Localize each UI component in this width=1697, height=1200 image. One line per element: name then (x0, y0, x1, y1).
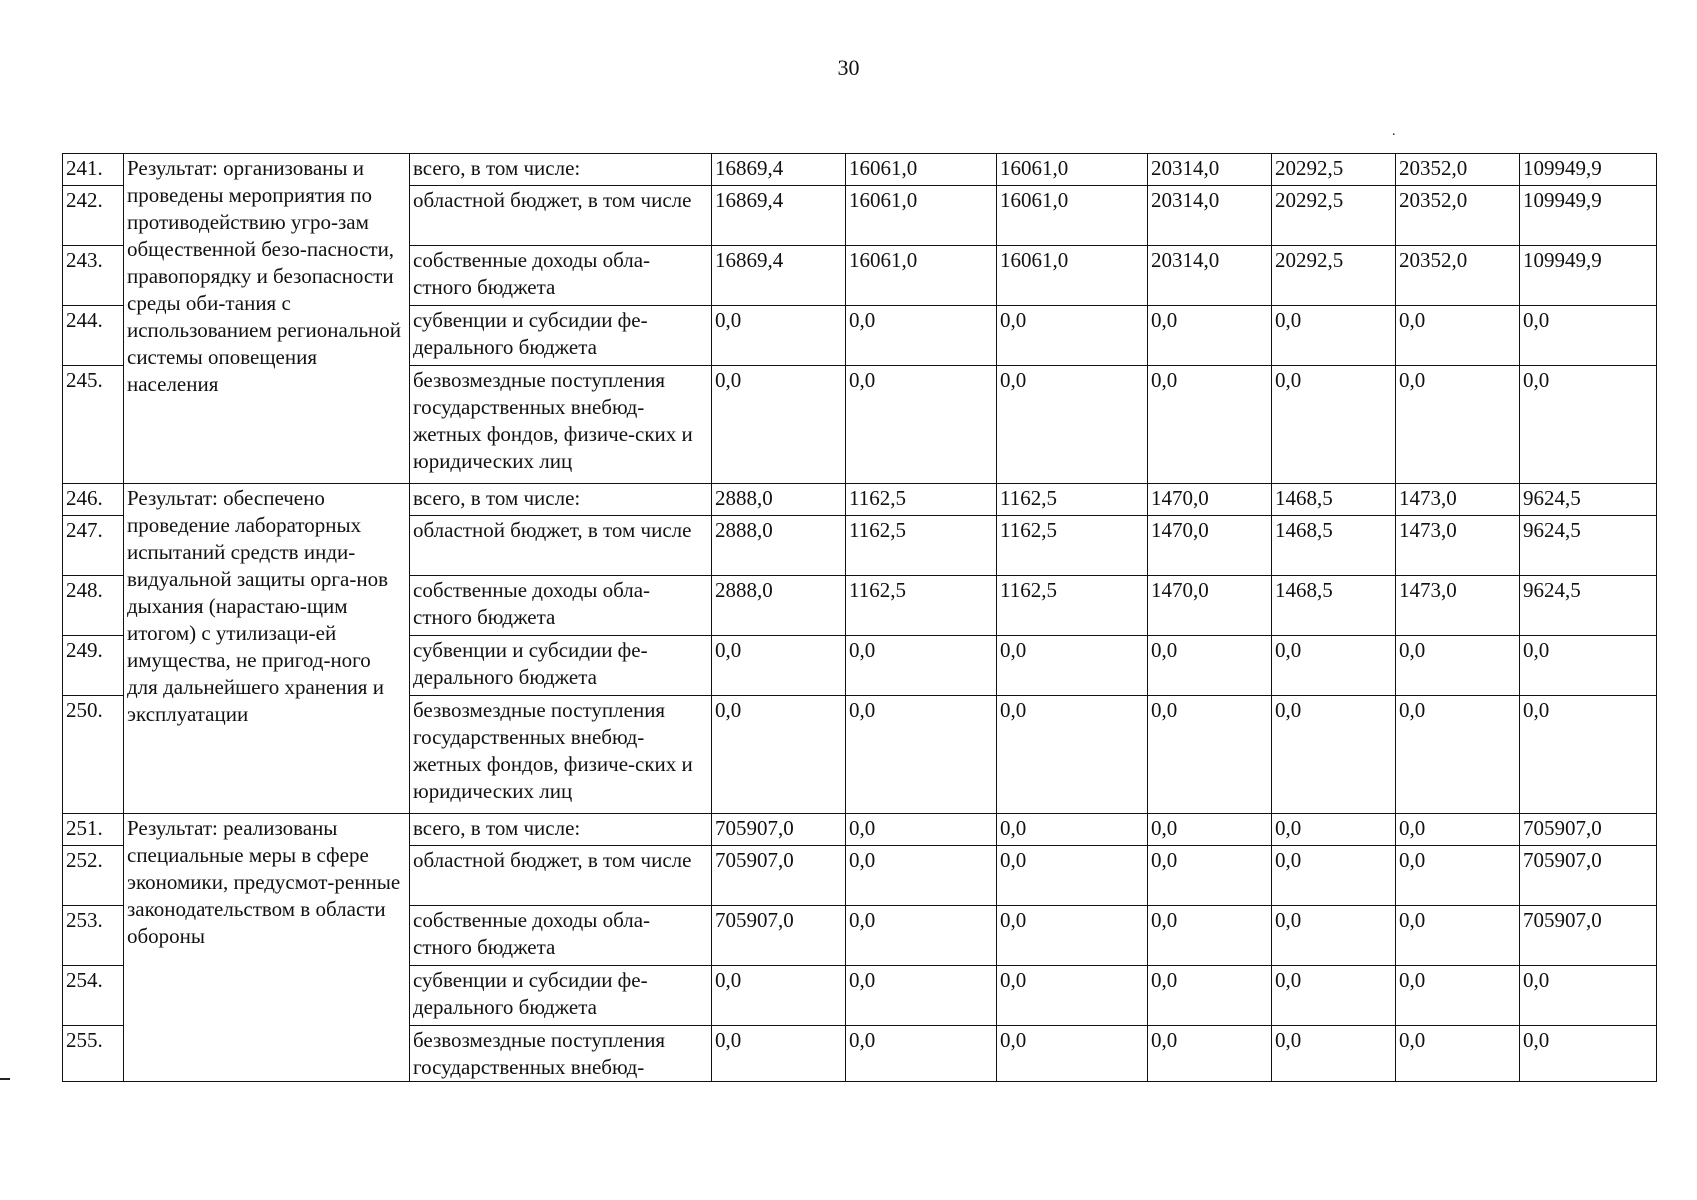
year-value-cell: 705907,0 (712, 814, 846, 846)
year-value-cell: 16061,0 (997, 186, 1148, 246)
row-number: 245. (63, 366, 124, 484)
year-value-cell: 0,0 (1148, 814, 1272, 846)
row-number: 241. (63, 154, 124, 186)
total-value-cell: 9624,5 (1520, 516, 1657, 576)
year-value-cell: 0,0 (1148, 696, 1272, 814)
year-value-cell: 0,0 (846, 366, 997, 484)
year-value-cell: 1468,5 (1272, 576, 1396, 636)
year-value-cell: 16061,0 (997, 246, 1148, 306)
year-value-cell: 0,0 (997, 966, 1148, 1026)
row-number: 249. (63, 636, 124, 696)
year-value-cell: 705907,0 (712, 906, 846, 966)
year-value-cell: 0,0 (1272, 696, 1396, 814)
year-value-cell: 705907,0 (712, 846, 846, 906)
funding-source: всего, в том числе: (410, 484, 712, 516)
total-value-cell: 0,0 (1520, 696, 1657, 814)
year-value-cell: 0,0 (1272, 966, 1396, 1026)
year-value-cell: 0,0 (997, 906, 1148, 966)
funding-source: всего, в том числе: (410, 814, 712, 846)
row-number: 253. (63, 906, 124, 966)
year-value-cell: 20352,0 (1396, 246, 1520, 306)
funding-source: областной бюджет, в том числе (410, 186, 712, 246)
year-value-cell: 0,0 (997, 696, 1148, 814)
year-value-cell: 0,0 (997, 846, 1148, 906)
year-value-cell: 0,0 (846, 306, 997, 366)
funding-source: собственные доходы обла-стного бюджета (410, 906, 712, 966)
year-value-cell: 0,0 (712, 366, 846, 484)
funding-source: собственные доходы обла-стного бюджета (410, 576, 712, 636)
year-value-cell: 0,0 (1272, 906, 1396, 966)
year-value-cell: 2888,0 (712, 484, 846, 516)
year-value-cell: 20292,5 (1272, 154, 1396, 186)
year-value-cell: 0,0 (846, 1026, 997, 1082)
year-value-cell: 1470,0 (1148, 516, 1272, 576)
year-value-cell: 16869,4 (712, 246, 846, 306)
table-row (63, 814, 1657, 846)
year-value-cell: 0,0 (846, 696, 997, 814)
year-value-cell: 20314,0 (1148, 186, 1272, 246)
result-description: Результат: реализованы специальные меры в сфере экономики, предусмот-ренные законодательством в области обороны (124, 814, 410, 1082)
year-value-cell: 1473,0 (1396, 576, 1520, 636)
year-value-cell: 0,0 (1148, 1026, 1272, 1082)
funding-source: собственные доходы обла-стного бюджета (410, 246, 712, 306)
total-value-cell: 705907,0 (1520, 846, 1657, 906)
year-value-cell: 0,0 (997, 306, 1148, 366)
year-value-cell: 0,0 (997, 636, 1148, 696)
table-body (63, 154, 1657, 1082)
year-value-cell: 0,0 (846, 636, 997, 696)
funding-source: субвенции и субсидии фе-дерального бюджета (410, 966, 712, 1026)
total-value-cell: 0,0 (1520, 306, 1657, 366)
funding-source: безвозмездные поступления государственных внебюд-жетных фондов, физиче-ских и юридических лиц (410, 696, 712, 814)
row-number: 243. (63, 246, 124, 306)
year-value-cell: 0,0 (1396, 966, 1520, 1026)
year-value-cell: 0,0 (997, 1026, 1148, 1082)
year-value-cell: 2888,0 (712, 516, 846, 576)
year-value-cell: 0,0 (712, 636, 846, 696)
year-value-cell: 0,0 (1396, 1026, 1520, 1082)
year-value-cell: 0,0 (846, 906, 997, 966)
year-value-cell: 0,0 (1272, 1026, 1396, 1082)
row-number: 255. (63, 1026, 124, 1082)
year-value-cell: 0,0 (1272, 366, 1396, 484)
year-value-cell: 16869,4 (712, 186, 846, 246)
table-row (63, 484, 1657, 516)
page-number: 30 (837, 55, 860, 80)
year-value-cell: 0,0 (1148, 846, 1272, 906)
row-number: 246. (63, 484, 124, 516)
year-value-cell: 1162,5 (997, 516, 1148, 576)
year-value-cell: 0,0 (1272, 846, 1396, 906)
row-number: 244. (63, 306, 124, 366)
year-value-cell: 2888,0 (712, 576, 846, 636)
total-value-cell: 109949,9 (1520, 246, 1657, 306)
row-number: 242. (63, 186, 124, 246)
year-value-cell: 0,0 (712, 966, 846, 1026)
year-value-cell: 0,0 (712, 696, 846, 814)
year-value-cell: 1473,0 (1396, 516, 1520, 576)
year-value-cell: 20314,0 (1148, 246, 1272, 306)
year-value-cell: 0,0 (1148, 636, 1272, 696)
total-value-cell: 9624,5 (1520, 576, 1657, 636)
year-value-cell: 0,0 (1148, 966, 1272, 1026)
year-value-cell: 0,0 (1148, 306, 1272, 366)
total-value-cell: 0,0 (1520, 366, 1657, 484)
total-value-cell: 0,0 (1520, 636, 1657, 696)
year-value-cell: 20292,5 (1272, 246, 1396, 306)
year-value-cell: 0,0 (1272, 636, 1396, 696)
year-value-cell: 16869,4 (712, 154, 846, 186)
year-value-cell: 16061,0 (846, 186, 997, 246)
budget-table (62, 153, 1657, 1082)
year-value-cell: 0,0 (712, 306, 846, 366)
year-value-cell: 0,0 (1272, 814, 1396, 846)
total-value-cell: 0,0 (1520, 966, 1657, 1026)
year-value-cell: 1162,5 (846, 484, 997, 516)
funding-source: безвозмездные поступления государственных внебюд- (410, 1026, 712, 1082)
year-value-cell: 20292,5 (1272, 186, 1396, 246)
year-value-cell: 16061,0 (846, 246, 997, 306)
result-description: Результат: обеспечено проведение лабораторных испытаний средств инди-видуальной защиты орга-нов дыхания (нарастаю-щим итогом) с утилизаци-ей имущества, не пригод-ного для дальнейшего хранения и эксплуатации (124, 484, 410, 814)
year-value-cell: 0,0 (1396, 846, 1520, 906)
funding-source: безвозмездные поступления государственных внебюд-жетных фондов, физиче-ских и юридических лиц (410, 366, 712, 484)
year-value-cell: 1162,5 (997, 484, 1148, 516)
total-value-cell: 9624,5 (1520, 484, 1657, 516)
year-value-cell: 0,0 (1148, 366, 1272, 484)
year-value-cell: 0,0 (1396, 814, 1520, 846)
year-value-cell: 1468,5 (1272, 516, 1396, 576)
scan-artifact-dash (0, 1078, 10, 1080)
year-value-cell: 1162,5 (846, 576, 997, 636)
year-value-cell: 0,0 (1396, 696, 1520, 814)
year-value-cell: 20352,0 (1396, 186, 1520, 246)
year-value-cell: 1470,0 (1148, 484, 1272, 516)
funding-source: областной бюджет, в том числе (410, 846, 712, 906)
year-value-cell: 1162,5 (997, 576, 1148, 636)
year-value-cell: 0,0 (1396, 306, 1520, 366)
year-value-cell: 0,0 (997, 366, 1148, 484)
year-value-cell: 20352,0 (1396, 154, 1520, 186)
year-value-cell: 16061,0 (997, 154, 1148, 186)
funding-source: субвенции и субсидии фе-дерального бюджета (410, 636, 712, 696)
row-number: 250. (63, 696, 124, 814)
year-value-cell: 0,0 (1396, 906, 1520, 966)
row-number: 252. (63, 846, 124, 906)
row-number: 251. (63, 814, 124, 846)
year-value-cell: 1473,0 (1396, 484, 1520, 516)
result-description: Результат: организованы и проведены мероприятия по противодействию угро-зам общественной безо-пасности, правопорядку и безопасности среды оби-тания с использованием региональной системы оповещения населения (124, 154, 410, 484)
table-row (63, 154, 1657, 186)
year-value-cell: 16061,0 (846, 154, 997, 186)
funding-source: субвенции и субсидии фе-дерального бюджета (410, 306, 712, 366)
row-number: 254. (63, 966, 124, 1026)
year-value-cell: 1162,5 (846, 516, 997, 576)
scan-artifact-dot: . (1392, 124, 1396, 139)
year-value-cell: 0,0 (846, 846, 997, 906)
year-value-cell: 0,0 (1396, 636, 1520, 696)
year-value-cell: 0,0 (1396, 366, 1520, 484)
year-value-cell: 0,0 (846, 814, 997, 846)
row-number: 247. (63, 516, 124, 576)
total-value-cell: 705907,0 (1520, 814, 1657, 846)
year-value-cell: 1468,5 (1272, 484, 1396, 516)
year-value-cell: 20314,0 (1148, 154, 1272, 186)
year-value-cell: 0,0 (997, 814, 1148, 846)
funding-source: всего, в том числе: (410, 154, 712, 186)
total-value-cell: 0,0 (1520, 1026, 1657, 1082)
year-value-cell: 0,0 (1272, 306, 1396, 366)
total-value-cell: 705907,0 (1520, 906, 1657, 966)
row-number: 248. (63, 576, 124, 636)
total-value-cell: 109949,9 (1520, 154, 1657, 186)
funding-source: областной бюджет, в том числе (410, 516, 712, 576)
year-value-cell: 0,0 (846, 966, 997, 1026)
total-value-cell: 109949,9 (1520, 186, 1657, 246)
year-value-cell: 0,0 (1148, 906, 1272, 966)
year-value-cell: 1470,0 (1148, 576, 1272, 636)
year-value-cell: 0,0 (712, 1026, 846, 1082)
